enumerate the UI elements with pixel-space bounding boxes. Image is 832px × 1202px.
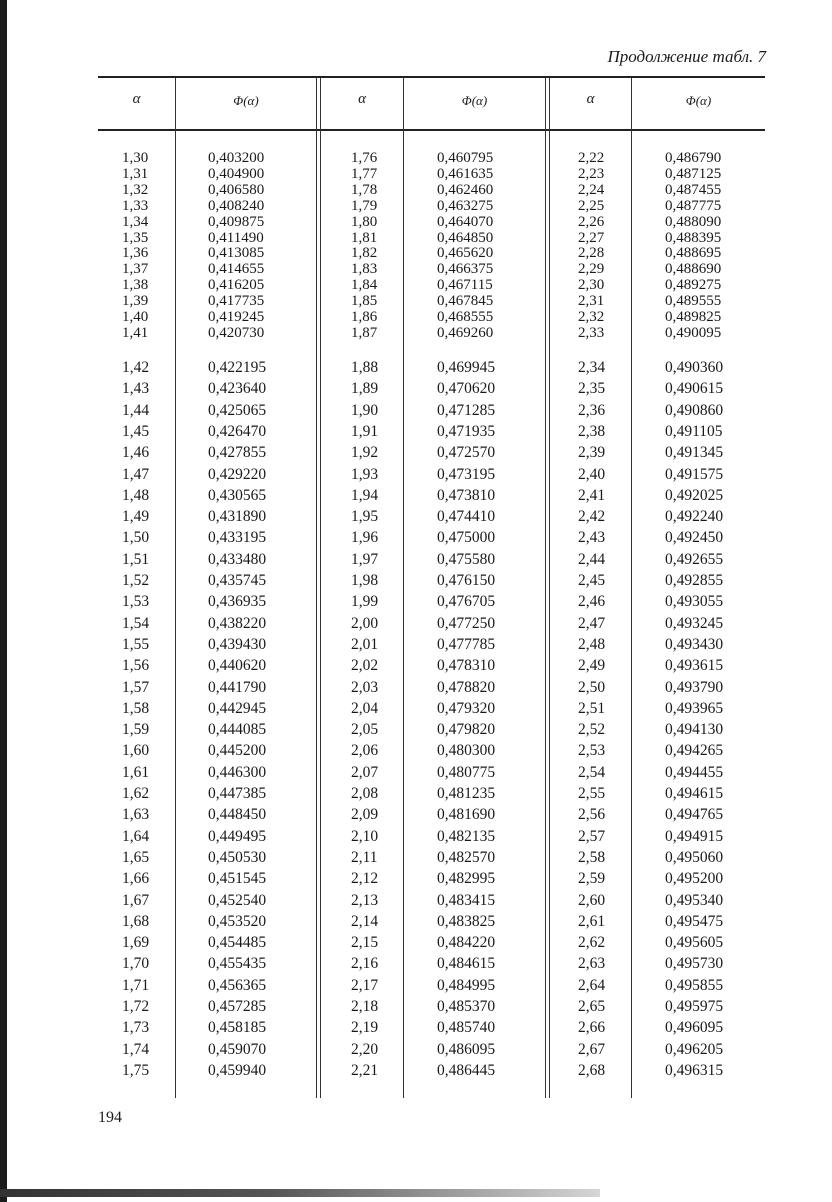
alpha-cell: 1,88 xyxy=(351,359,379,376)
phi-cell: 0,465620 xyxy=(437,245,494,262)
alpha-cell: 1,37 xyxy=(122,261,149,278)
phi-cell: 0,455435 xyxy=(208,955,267,973)
alpha-cell: 1,35 xyxy=(122,229,149,246)
phi-cell: 0,493965 xyxy=(665,699,724,717)
phi-cell: 0,496205 xyxy=(665,1040,724,1058)
phi-cell: 0,486095 xyxy=(437,1040,496,1058)
alpha-cell: 1,53 xyxy=(122,593,150,611)
alpha-cell: 2,22 xyxy=(578,150,605,166)
alpha-cell: 1,62 xyxy=(122,785,150,802)
phi-cell: 0,495060 xyxy=(665,848,724,866)
phi-cell: 0,427855 xyxy=(208,444,267,462)
phi-cell: 0,456365 xyxy=(208,976,267,994)
phi-cell: 0,444085 xyxy=(208,721,267,739)
table-header-rule xyxy=(98,129,765,131)
phi-cell: 0,438220 xyxy=(208,614,267,632)
phi-cell: 0,425065 xyxy=(208,401,267,419)
phi-cell: 0,477250 xyxy=(437,614,496,632)
alpha-cell: 2,63 xyxy=(578,955,606,973)
phi-cell: 0,480300 xyxy=(437,742,496,760)
alpha-cell: 1,69 xyxy=(122,934,150,952)
phi-cell: 0,459940 xyxy=(208,1061,267,1079)
phi-cell: 0,440620 xyxy=(208,657,267,675)
phi-cell: 0,480775 xyxy=(437,763,496,781)
alpha-cell: 1,76 xyxy=(351,150,378,166)
alpha-cell: 2,60 xyxy=(578,891,606,909)
alpha-cell: 1,82 xyxy=(351,245,378,262)
phi-cell: 0,449495 xyxy=(208,827,267,845)
alpha-cell: 2,67 xyxy=(578,1040,606,1058)
phi-cell: 0,492450 xyxy=(665,529,724,547)
phi-cell: 0,439430 xyxy=(208,635,267,653)
alpha-cell: 2,20 xyxy=(351,1040,379,1058)
phi-header: Φ(α) xyxy=(233,93,259,108)
phi-cell: 0,493615 xyxy=(665,657,724,675)
alpha-cell: 1,41 xyxy=(122,324,149,341)
phi-cell: 0,431890 xyxy=(208,508,267,526)
phi-cell: 0,488090 xyxy=(665,213,722,230)
alpha-cell: 1,73 xyxy=(122,1019,150,1037)
phi-cell: 0,493055 xyxy=(665,593,724,611)
phi-cell: 0,487455 xyxy=(665,181,722,198)
alpha-cell: 1,84 xyxy=(351,277,378,294)
phi-cell: 0,476150 xyxy=(437,572,496,589)
phi-cell: 0,417735 xyxy=(208,293,265,310)
alpha-cell: 2,14 xyxy=(351,912,379,930)
page-number: 194 xyxy=(98,1109,122,1126)
alpha-cell: 2,36 xyxy=(578,401,606,419)
alpha-cell: 1,36 xyxy=(122,245,149,262)
alpha-cell: 1,45 xyxy=(122,422,150,440)
alpha-cell: 2,11 xyxy=(351,848,378,866)
phi-cell: 0,490360 xyxy=(665,359,724,376)
alpha-cell: 1,61 xyxy=(122,763,150,781)
phi-cell: 0,495340 xyxy=(665,891,724,909)
phi-cell: 0,464850 xyxy=(437,229,494,246)
alpha-cell: 1,79 xyxy=(351,197,378,214)
alpha-cell: 2,68 xyxy=(578,1061,606,1079)
phi-cell: 0,490615 xyxy=(665,380,724,398)
alpha-cell: 2,51 xyxy=(578,699,606,717)
phi-cell: 0,453520 xyxy=(208,912,267,930)
phi-cell: 0,474410 xyxy=(437,508,496,526)
phi-cell: 0,433195 xyxy=(208,529,267,547)
phi-cell: 0,495855 xyxy=(665,976,724,994)
alpha-cell: 2,59 xyxy=(578,870,606,888)
alpha-cell: 1,70 xyxy=(122,955,150,973)
phi-cell: 0,485740 xyxy=(437,1019,496,1037)
alpha-header: α xyxy=(132,91,141,107)
alpha-cell: 2,08 xyxy=(351,785,379,802)
phi-cell: 0,423640 xyxy=(208,380,267,398)
alpha-cell: 1,97 xyxy=(351,550,379,568)
phi-cell: 0,494455 xyxy=(665,763,724,781)
alpha-cell: 1,58 xyxy=(122,699,150,717)
phi-cell: 0,490095 xyxy=(665,324,722,341)
column-divider xyxy=(631,78,632,1098)
phi-cell: 0,492025 xyxy=(665,486,724,504)
phi-cell: 0,483415 xyxy=(437,891,496,909)
alpha-cell: 1,72 xyxy=(122,998,150,1015)
alpha-cell: 1,39 xyxy=(122,293,149,310)
phi-cell: 0,458185 xyxy=(208,1019,267,1037)
alpha-cell: 2,41 xyxy=(578,486,606,504)
alpha-cell: 1,33 xyxy=(122,197,149,214)
alpha-cell: 1,68 xyxy=(122,912,150,930)
phi-cell: 0,414655 xyxy=(208,261,265,278)
phi-cell: 0,491105 xyxy=(665,422,723,440)
alpha-cell: 2,65 xyxy=(578,998,606,1015)
alpha-header: α xyxy=(586,91,595,107)
alpha-cell: 2,32 xyxy=(578,309,605,325)
alpha-cell: 1,54 xyxy=(122,614,150,632)
phi-cell: 0,495730 xyxy=(665,955,724,973)
phi-cell: 0,469945 xyxy=(437,359,496,376)
phi-cell: 0,485370 xyxy=(437,998,496,1015)
phi-cell: 0,411490 xyxy=(208,229,264,246)
alpha-cell: 2,23 xyxy=(578,165,605,182)
phi-cell: 0,467845 xyxy=(437,293,494,310)
alpha-cell: 2,57 xyxy=(578,827,606,845)
alpha-cell: 2,45 xyxy=(578,572,606,589)
alpha-cell: 2,66 xyxy=(578,1019,606,1037)
alpha-cell: 1,95 xyxy=(351,508,379,526)
phi-cell: 0,470620 xyxy=(437,380,496,398)
phi-cell: 0,413085 xyxy=(208,245,265,262)
phi-cell: 0,473810 xyxy=(437,486,496,504)
phi-cell: 0,494615 xyxy=(665,785,724,802)
phi-cell: 0,457285 xyxy=(208,998,267,1015)
alpha-cell: 2,50 xyxy=(578,678,606,696)
phi-cell: 0,416205 xyxy=(208,277,265,294)
phi-cell: 0,454485 xyxy=(208,934,267,952)
phi-cell: 0,469260 xyxy=(437,324,494,341)
phi-cell: 0,406580 xyxy=(208,181,265,198)
scan-bottom-shadow xyxy=(0,1189,600,1197)
phi-cell: 0,446300 xyxy=(208,763,267,781)
table-top-rule xyxy=(98,76,765,78)
alpha-cell: 1,40 xyxy=(122,309,149,325)
phi-cell: 0,489555 xyxy=(665,293,722,310)
phi-cell: 0,459070 xyxy=(208,1040,267,1058)
phi-cell: 0,472570 xyxy=(437,444,496,462)
phi-cell: 0,479820 xyxy=(437,721,496,739)
alpha-cell: 1,80 xyxy=(351,213,378,230)
alpha-cell: 1,44 xyxy=(122,401,150,419)
phi-cell: 0,479320 xyxy=(437,699,496,717)
phi-cell: 0,493245 xyxy=(665,614,724,632)
phi-cell: 0,488395 xyxy=(665,229,722,246)
phi-cell: 0,492855 xyxy=(665,572,724,589)
phi-cell: 0,484615 xyxy=(437,955,496,973)
phi-cell: 0,448450 xyxy=(208,806,267,824)
phi-cell: 0,475000 xyxy=(437,529,496,547)
alpha-cell: 1,42 xyxy=(122,359,150,376)
phi-cell: 0,489825 xyxy=(665,309,722,325)
alpha-cell: 2,48 xyxy=(578,635,606,653)
alpha-cell: 2,55 xyxy=(578,785,606,802)
alpha-cell: 2,54 xyxy=(578,763,606,781)
alpha-cell: 2,26 xyxy=(578,213,605,230)
alpha-cell: 2,10 xyxy=(351,827,379,845)
alpha-cell: 1,48 xyxy=(122,486,150,504)
alpha-cell: 2,47 xyxy=(578,614,606,632)
phi-cell: 0,477785 xyxy=(437,635,496,653)
alpha-cell: 2,35 xyxy=(578,380,606,398)
phi-cell: 0,484995 xyxy=(437,976,496,994)
alpha-cell: 1,55 xyxy=(122,635,150,653)
phi-cell: 0,419245 xyxy=(208,309,265,325)
alpha-cell: 1,85 xyxy=(351,293,378,310)
alpha-cell: 1,81 xyxy=(351,229,378,246)
phi-cell: 0,436935 xyxy=(208,593,267,611)
alpha-cell: 1,77 xyxy=(351,165,378,182)
alpha-cell: 1,57 xyxy=(122,678,150,696)
phi-cell: 0,492655 xyxy=(665,550,724,568)
alpha-cell: 2,05 xyxy=(351,721,379,739)
alpha-cell: 2,40 xyxy=(578,465,606,483)
alpha-cell: 2,13 xyxy=(351,891,379,909)
phi-cell: 0,460795 xyxy=(437,150,494,166)
phi-cell: 0,495200 xyxy=(665,870,724,888)
alpha-cell: 1,93 xyxy=(351,465,379,483)
alpha-cell: 1,89 xyxy=(351,380,379,398)
phi-cell: 0,487775 xyxy=(665,197,722,214)
phi-cell: 0,471935 xyxy=(437,422,496,440)
alpha-cell: 1,52 xyxy=(122,572,150,589)
phi-cell: 0,486790 xyxy=(665,150,722,166)
phi-cell: 0,467115 xyxy=(437,277,493,294)
alpha-cell: 2,39 xyxy=(578,444,606,462)
phi-cell: 0,468555 xyxy=(437,309,494,325)
alpha-cell: 2,64 xyxy=(578,976,606,994)
alpha-cell: 1,94 xyxy=(351,486,379,504)
phi-cell: 0,471285 xyxy=(437,401,496,419)
phi-cell: 0,482570 xyxy=(437,848,496,866)
alpha-cell: 2,24 xyxy=(578,181,605,198)
phi-cell: 0,495605 xyxy=(665,934,724,952)
phi-cell: 0,409875 xyxy=(208,213,265,230)
alpha-cell: 2,62 xyxy=(578,934,606,952)
alpha-cell: 2,44 xyxy=(578,550,606,568)
alpha-cell: 1,46 xyxy=(122,444,150,462)
alpha-cell: 1,83 xyxy=(351,261,378,278)
alpha-cell: 2,09 xyxy=(351,806,379,824)
phi-cell: 0,464070 xyxy=(437,213,494,230)
alpha-cell: 1,90 xyxy=(351,401,379,419)
phi-cell: 0,441790 xyxy=(208,678,267,696)
alpha-cell: 2,01 xyxy=(351,635,379,653)
alpha-cell: 2,52 xyxy=(578,721,606,739)
phi-cell: 0,476705 xyxy=(437,593,496,611)
phi-cell: 0,491575 xyxy=(665,465,724,483)
alpha-cell: 1,31 xyxy=(122,165,149,182)
alpha-cell: 1,43 xyxy=(122,380,150,398)
phi-cell: 0,493790 xyxy=(665,678,724,696)
alpha-cell: 1,30 xyxy=(122,150,149,166)
alpha-cell: 2,27 xyxy=(578,229,605,246)
page-edge-shadow xyxy=(0,0,7,1202)
alpha-cell: 1,66 xyxy=(122,870,150,888)
alpha-cell: 2,58 xyxy=(578,848,606,866)
alpha-cell: 1,34 xyxy=(122,213,149,230)
alpha-cell: 1,60 xyxy=(122,742,150,760)
alpha-cell: 1,64 xyxy=(122,827,150,845)
phi-cell: 0,490860 xyxy=(665,401,724,419)
alpha-cell: 1,98 xyxy=(351,572,379,589)
phi-cell: 0,451545 xyxy=(208,870,267,888)
phi-cell: 0,495475 xyxy=(665,912,724,930)
phi-header: Φ(α) xyxy=(685,93,712,108)
alpha-cell: 1,59 xyxy=(122,721,150,739)
alpha-cell: 2,25 xyxy=(578,197,605,214)
phi-cell: 0,408240 xyxy=(208,197,265,214)
alpha-cell: 2,33 xyxy=(578,324,605,341)
alpha-cell: 2,18 xyxy=(351,998,379,1015)
alpha-cell: 2,30 xyxy=(578,277,605,294)
alpha-cell: 2,03 xyxy=(351,678,379,696)
alpha-cell: 2,49 xyxy=(578,657,606,675)
phi-cell: 0,487125 xyxy=(665,165,722,182)
phi-cell: 0,478310 xyxy=(437,657,496,675)
alpha-cell: 2,04 xyxy=(351,699,379,717)
alpha-cell: 1,51 xyxy=(122,550,150,568)
alpha-cell: 1,67 xyxy=(122,891,150,909)
alpha-cell: 2,16 xyxy=(351,955,379,973)
alpha-cell: 2,38 xyxy=(578,422,606,440)
alpha-cell: 2,28 xyxy=(578,245,605,262)
phi-cell: 0,475580 xyxy=(437,550,496,568)
alpha-cell: 1,78 xyxy=(351,181,378,198)
phi-cell: 0,494915 xyxy=(665,827,724,845)
alpha-cell: 1,38 xyxy=(122,277,149,294)
phi-cell: 0,481690 xyxy=(437,806,496,824)
phi-cell: 0,494265 xyxy=(665,742,724,760)
phi-cell: 0,426470 xyxy=(208,422,267,440)
alpha-cell: 1,47 xyxy=(122,465,150,483)
phi-cell: 0,494765 xyxy=(665,806,724,824)
alpha-cell: 2,00 xyxy=(351,614,379,632)
alpha-cell: 2,53 xyxy=(578,742,606,760)
alpha-cell: 2,43 xyxy=(578,529,606,547)
alpha-cell: 2,34 xyxy=(578,359,606,376)
alpha-cell: 1,63 xyxy=(122,806,150,824)
phi-cell: 0,466375 xyxy=(437,261,494,278)
phi-cell: 0,484220 xyxy=(437,934,496,952)
alpha-cell: 1,87 xyxy=(351,324,378,341)
phi-cell: 0,488695 xyxy=(665,245,722,262)
running-head: Продолжение табл. 7 xyxy=(607,47,766,66)
column-divider xyxy=(175,78,176,1098)
phi-cell: 0,447385 xyxy=(208,785,267,802)
phi-cell: 0,491345 xyxy=(665,444,724,462)
phi-cell: 0,420730 xyxy=(208,324,265,341)
phi-cell: 0,493430 xyxy=(665,635,724,653)
alpha-cell: 1,71 xyxy=(122,976,150,994)
phi-cell: 0,473195 xyxy=(437,465,496,483)
phi-cell: 0,445200 xyxy=(208,742,267,760)
alpha-cell: 1,99 xyxy=(351,593,379,611)
alpha-cell: 2,46 xyxy=(578,593,606,611)
alpha-cell: 2,31 xyxy=(578,293,605,310)
alpha-cell: 2,29 xyxy=(578,261,605,278)
phi-cell: 0,461635 xyxy=(437,165,494,182)
column-group-divider xyxy=(316,78,321,1098)
alpha-cell: 2,42 xyxy=(578,508,606,526)
phi-cell: 0,478820 xyxy=(437,678,496,696)
alpha-cell: 2,12 xyxy=(351,870,379,888)
phi-cell: 0,483825 xyxy=(437,912,496,930)
column-divider xyxy=(403,78,404,1098)
phi-header: Φ(α) xyxy=(461,93,488,108)
phi-cell: 0,486445 xyxy=(437,1061,496,1079)
phi-cell: 0,492240 xyxy=(665,508,724,526)
phi-cell: 0,404900 xyxy=(208,165,265,182)
alpha-cell: 2,21 xyxy=(351,1061,379,1079)
alpha-cell: 2,61 xyxy=(578,912,606,930)
phi-cell: 0,462460 xyxy=(437,181,494,198)
phi-cell: 0,452540 xyxy=(208,891,267,909)
alpha-cell: 2,17 xyxy=(351,976,379,994)
alpha-cell: 1,50 xyxy=(122,529,150,547)
alpha-cell: 1,49 xyxy=(122,508,150,526)
phi-cell: 0,433480 xyxy=(208,550,267,568)
alpha-cell: 2,19 xyxy=(351,1019,379,1037)
alpha-cell: 1,92 xyxy=(351,444,379,462)
alpha-cell: 1,74 xyxy=(122,1040,150,1058)
phi-cell: 0,422195 xyxy=(208,359,267,376)
alpha-cell: 2,06 xyxy=(351,742,379,760)
phi-cell: 0,488690 xyxy=(665,261,722,278)
alpha-cell: 2,56 xyxy=(578,806,606,824)
alpha-cell: 1,91 xyxy=(351,422,379,440)
phi-cell: 0,463275 xyxy=(437,197,494,214)
phi-cell: 0,430565 xyxy=(208,486,267,504)
alpha-cell: 1,75 xyxy=(122,1061,150,1079)
phi-cell: 0,481235 xyxy=(437,785,496,802)
phi-cell: 0,403200 xyxy=(208,150,265,166)
column-group-divider xyxy=(545,78,550,1098)
phi-cell: 0,482995 xyxy=(437,870,496,888)
phi-cell: 0,435745 xyxy=(208,572,267,589)
phi-cell: 0,482135 xyxy=(437,827,496,845)
phi-cell: 0,495975 xyxy=(665,998,724,1015)
phi-cell: 0,496095 xyxy=(665,1019,724,1037)
phi-cell: 0,442945 xyxy=(208,699,267,717)
alpha-cell: 1,32 xyxy=(122,181,149,198)
phi-cell: 0,429220 xyxy=(208,465,267,483)
alpha-cell: 2,15 xyxy=(351,934,379,952)
alpha-cell: 2,07 xyxy=(351,763,379,781)
alpha-cell: 1,86 xyxy=(351,309,378,325)
phi-cell: 0,494130 xyxy=(665,721,724,739)
phi-cell: 0,496315 xyxy=(665,1061,724,1079)
alpha-cell: 2,02 xyxy=(351,657,379,675)
alpha-cell: 1,65 xyxy=(122,848,150,866)
phi-cell: 0,489275 xyxy=(665,277,722,294)
alpha-cell: 1,96 xyxy=(351,529,379,547)
phi-cell: 0,450530 xyxy=(208,848,267,866)
alpha-header: α xyxy=(358,91,366,107)
alpha-cell: 1,56 xyxy=(122,657,150,675)
